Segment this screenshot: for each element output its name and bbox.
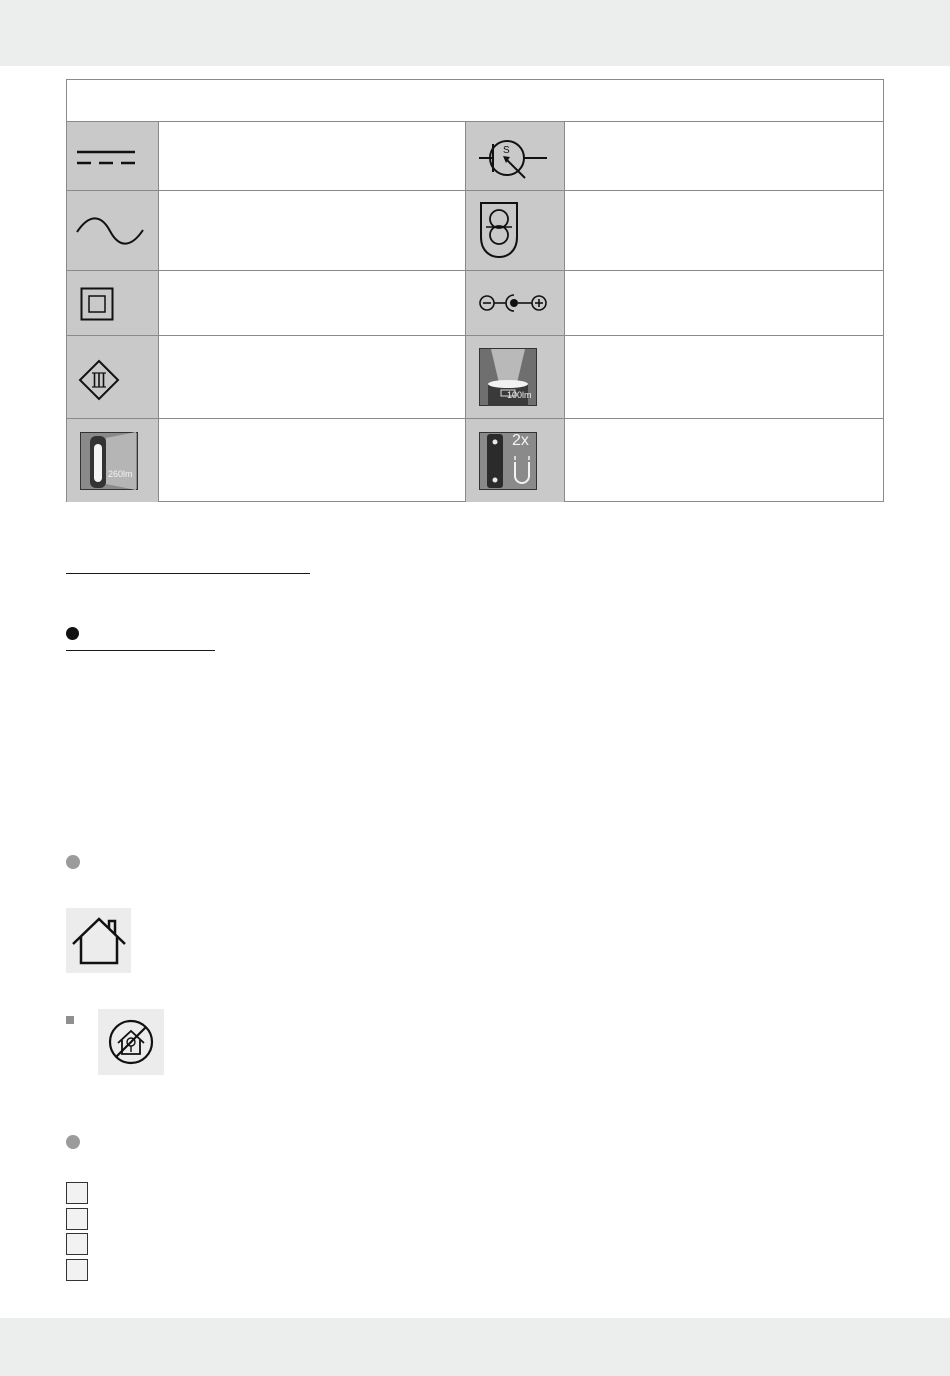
protection-class-ii-icon [80, 287, 114, 321]
col-divider [158, 122, 159, 502]
grey-bullet [66, 1135, 80, 1149]
direct-current-icon [75, 144, 137, 170]
section-heading-rule [66, 573, 310, 574]
square-bullet [66, 1016, 74, 1024]
grey-bullet [66, 855, 80, 869]
part-number-box [66, 1259, 88, 1281]
worklight-lumen-icon [80, 432, 138, 490]
safety-transformer-icon [477, 136, 549, 182]
symbols-table-header [67, 80, 883, 122]
polarity-icon [478, 292, 550, 314]
part-number-box [66, 1233, 88, 1255]
row-divider [67, 335, 883, 336]
part-number-box [66, 1208, 88, 1230]
bottom-band [0, 1318, 950, 1376]
alternating-current-icon [75, 216, 145, 246]
house-indoor-icon [71, 916, 127, 966]
worklight-lumen-label: 260lm [108, 469, 133, 479]
magnet-count-label: 2x [512, 432, 529, 449]
torch-lumen-label: 100lm [507, 390, 532, 400]
row-divider [67, 270, 883, 271]
subsection-heading-rule [66, 650, 215, 651]
protection-class-iii-icon [78, 359, 120, 401]
short-circuit-proof-transformer-icon [478, 201, 520, 259]
part-number-box [66, 1182, 88, 1204]
top-band [0, 0, 950, 66]
symbols-table [66, 79, 884, 502]
col-divider [465, 122, 466, 502]
row-divider [67, 418, 883, 419]
svg-text:S: S [503, 145, 510, 156]
indoor-icon-box [66, 908, 131, 973]
no-outdoor-use-icon [107, 1018, 155, 1066]
col-divider [564, 122, 565, 502]
outdoor-prohibited-icon-box [98, 1009, 164, 1075]
row-divider [67, 190, 883, 191]
subsection-bullet [66, 627, 79, 640]
